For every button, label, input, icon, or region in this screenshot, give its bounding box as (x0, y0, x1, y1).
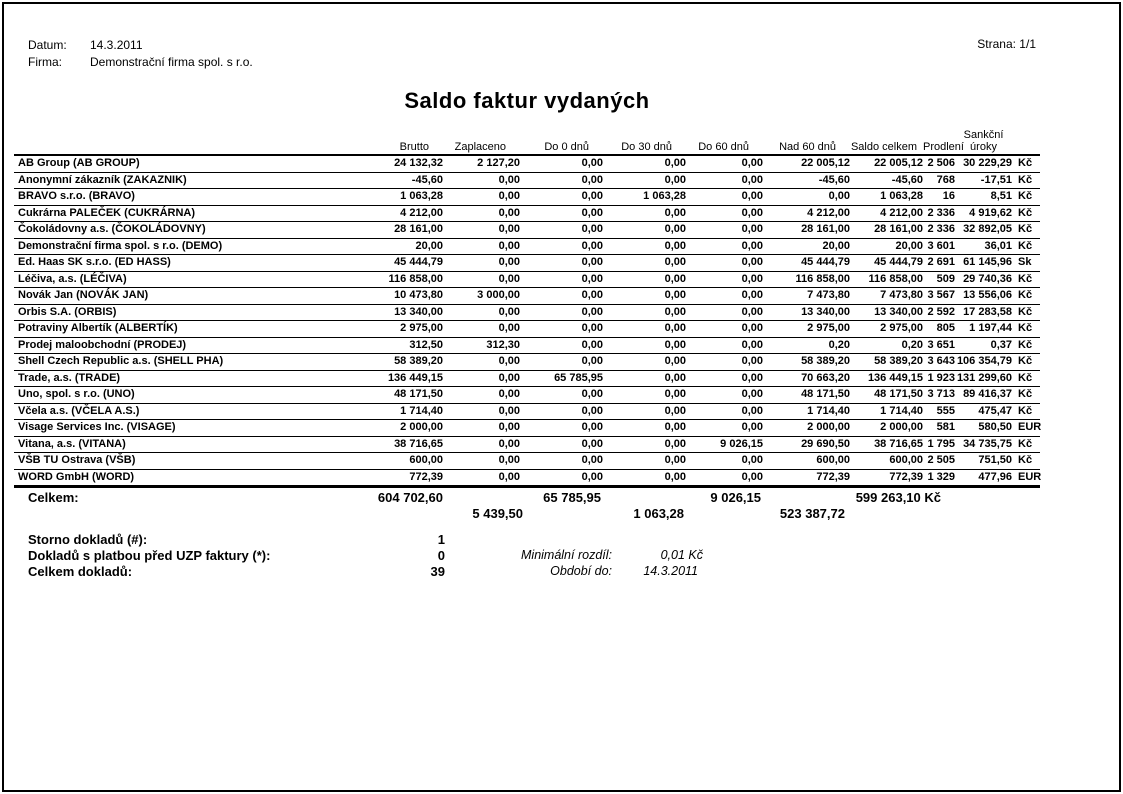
do0-cell: 0,00 (520, 304, 603, 321)
do0-cell: 0,00 (520, 189, 603, 206)
header-do0: Do 0 dnů (520, 122, 603, 155)
total-brutto: 604 702,60 (377, 490, 443, 505)
table-body (14, 155, 1040, 487)
sankcni-uroky-cell: 32 892,05 (955, 222, 1012, 239)
do0-cell: 0,00 (520, 403, 603, 420)
saldo-celkem-cell: 7 473,80 (850, 288, 923, 305)
customer-name-cell: Potraviny Albertík (ALBERTÍK) (14, 321, 370, 338)
nad60-cell: 22 005,12 (763, 155, 850, 172)
do60-cell: 9 026,15 (686, 436, 763, 453)
do0-cell: 0,00 (520, 387, 603, 404)
sankcni-uroky-cell: 61 145,96 (955, 255, 1012, 272)
header-nad60: Nad 60 dnů (763, 122, 850, 155)
brutto-cell: 2 975,00 (370, 321, 443, 338)
do30-cell: 0,00 (603, 255, 686, 272)
zaplaceno-cell: 0,00 (443, 354, 520, 371)
obdobi-do-value: 14.3.2011 (643, 564, 698, 578)
prodleni-cell: 2 592 (923, 304, 955, 321)
table-row (14, 304, 1040, 321)
do60-cell: 0,00 (686, 238, 763, 255)
firma-label: Firma: (28, 55, 62, 69)
report-page (2, 2, 1121, 792)
header-prodleni: Prodlení (923, 122, 955, 155)
currency-cell: Kč (1012, 370, 1040, 387)
currency-cell: Kč (1012, 453, 1040, 470)
prodleni-cell: 2 336 (923, 222, 955, 239)
sankcni-uroky-cell: 17 283,58 (955, 304, 1012, 321)
currency-cell: Kč (1012, 288, 1040, 305)
nad60-cell: 29 690,50 (763, 436, 850, 453)
sankcni-uroky-cell: 4 919,62 (955, 205, 1012, 222)
do60-cell: 0,00 (686, 155, 763, 172)
zaplaceno-cell: 0,00 (443, 255, 520, 272)
sankcni-uroky-cell: 580,50 (955, 420, 1012, 437)
do60-cell: 0,00 (686, 337, 763, 354)
do30-cell: 0,00 (603, 238, 686, 255)
total-do60: 9 026,15 (710, 490, 761, 505)
brutto-cell: 4 212,00 (370, 205, 443, 222)
do30-cell: 1 063,28 (603, 189, 686, 206)
zaplaceno-cell: 0,00 (443, 271, 520, 288)
prodleni-cell: 1 329 (923, 469, 955, 487)
table-header-row (14, 122, 1040, 155)
brutto-cell: 1 714,40 (370, 403, 443, 420)
nad60-cell: 45 444,79 (763, 255, 850, 272)
do60-cell: 0,00 (686, 271, 763, 288)
brutto-cell: -45,60 (370, 172, 443, 189)
zaplaceno-cell: 0,00 (443, 238, 520, 255)
do30-cell: 0,00 (603, 271, 686, 288)
zaplaceno-cell: 0,00 (443, 420, 520, 437)
table-row (14, 453, 1040, 470)
table-row (14, 255, 1040, 272)
uzp-value: 0 (437, 548, 445, 563)
prodleni-cell: 805 (923, 321, 955, 338)
do0-cell: 0,00 (520, 255, 603, 272)
summary-row-uzp (28, 548, 445, 563)
sankcni-uroky-cell: 1 197,44 (955, 321, 1012, 338)
zaplaceno-cell: 3 000,00 (443, 288, 520, 305)
do0-cell: 0,00 (520, 354, 603, 371)
nad60-cell: 1 714,40 (763, 403, 850, 420)
customer-name-cell: Visage Services Inc. (VISAGE) (14, 420, 370, 437)
total-do30: 1 063,28 (633, 506, 684, 521)
sankcni-uroky-cell: 29 740,36 (955, 271, 1012, 288)
do0-cell: 0,00 (520, 205, 603, 222)
do60-cell: 0,00 (686, 420, 763, 437)
currency-cell: Kč (1012, 387, 1040, 404)
saldo-celkem-cell: 48 171,50 (850, 387, 923, 404)
celkem-dokladu-value: 39 (430, 564, 445, 579)
storno-value: 1 (437, 532, 445, 547)
saldo-celkem-cell: 0,20 (850, 337, 923, 354)
nad60-cell: 20,00 (763, 238, 850, 255)
saldo-celkem-cell: 136 449,15 (850, 370, 923, 387)
prodleni-cell: 581 (923, 420, 955, 437)
sankcni-uroky-cell: 36,01 (955, 238, 1012, 255)
customer-name-cell: Novák Jan (NOVÁK JAN) (14, 288, 370, 305)
do60-cell: 0,00 (686, 222, 763, 239)
prodleni-cell: 3 643 (923, 354, 955, 371)
do0-cell: 0,00 (520, 453, 603, 470)
table-row (14, 172, 1040, 189)
header-mena (1012, 122, 1040, 155)
header-saldo-celkem: Saldo celkem (850, 122, 923, 155)
zaplaceno-cell: 0,00 (443, 469, 520, 487)
saldo-celkem-cell: 2 975,00 (850, 321, 923, 338)
customer-name-cell: AB Group (AB GROUP) (14, 155, 370, 172)
summary-row-storno (28, 532, 445, 547)
prodleni-cell: 1 923 (923, 370, 955, 387)
saldo-celkem-cell: 20,00 (850, 238, 923, 255)
min-rozdil-value: 0,01 Kč (660, 548, 703, 562)
table-row (14, 354, 1040, 371)
zaplaceno-cell: 0,00 (443, 370, 520, 387)
nad60-cell: 28 161,00 (763, 222, 850, 239)
nad60-cell: 116 858,00 (763, 271, 850, 288)
zaplaceno-cell: 0,00 (443, 321, 520, 338)
datum-value: 14.3.2011 (90, 38, 143, 52)
table-row (14, 288, 1040, 305)
totals-label: Celkem: (28, 490, 79, 505)
currency-cell: Kč (1012, 337, 1040, 354)
zaplaceno-cell: 312,30 (443, 337, 520, 354)
do30-cell: 0,00 (603, 172, 686, 189)
table-row (14, 321, 1040, 338)
brutto-cell: 136 449,15 (370, 370, 443, 387)
prodleni-cell: 3 713 (923, 387, 955, 404)
currency-cell: Kč (1012, 222, 1040, 239)
brutto-cell: 58 389,20 (370, 354, 443, 371)
do30-cell: 0,00 (603, 453, 686, 470)
table-row (14, 469, 1040, 487)
header-zaplaceno: Zaplaceno (443, 122, 520, 155)
do0-cell: 0,00 (520, 288, 603, 305)
nad60-cell: -45,60 (763, 172, 850, 189)
table-row (14, 238, 1040, 255)
table-row (14, 436, 1040, 453)
do0-cell: 65 785,95 (520, 370, 603, 387)
nad60-cell: 2 000,00 (763, 420, 850, 437)
do30-cell: 0,00 (603, 155, 686, 172)
customer-name-cell: Cukrárna PALEČEK (CUKRÁRNA) (14, 205, 370, 222)
saldo-celkem-cell: 600,00 (850, 453, 923, 470)
do0-cell: 0,00 (520, 436, 603, 453)
saldo-celkem-cell: 58 389,20 (850, 354, 923, 371)
brutto-cell: 10 473,80 (370, 288, 443, 305)
prodleni-cell: 2 506 (923, 155, 955, 172)
zaplaceno-cell: 0,00 (443, 189, 520, 206)
currency-cell: Kč (1012, 354, 1040, 371)
do30-cell: 0,00 (603, 436, 686, 453)
table-row (14, 420, 1040, 437)
prodleni-cell: 555 (923, 403, 955, 420)
do60-cell: 0,00 (686, 321, 763, 338)
prodleni-cell: 768 (923, 172, 955, 189)
saldo-celkem-cell: 28 161,00 (850, 222, 923, 239)
currency-cell: Kč (1012, 304, 1040, 321)
saldo-celkem-cell: 13 340,00 (850, 304, 923, 321)
header-do30: Do 30 dnů (603, 122, 686, 155)
do60-cell: 0,00 (686, 453, 763, 470)
prodleni-cell: 3 651 (923, 337, 955, 354)
header-name (14, 122, 370, 155)
report-meta (28, 37, 253, 71)
table-row (14, 189, 1040, 206)
sankcni-uroky-cell: -17,51 (955, 172, 1012, 189)
prodleni-cell: 2 336 (923, 205, 955, 222)
customer-name-cell: Ed. Haas SK s.r.o. (ED HASS) (14, 255, 370, 272)
brutto-cell: 600,00 (370, 453, 443, 470)
do0-cell: 0,00 (520, 271, 603, 288)
do30-cell: 0,00 (603, 321, 686, 338)
currency-cell: Kč (1012, 271, 1040, 288)
total-saldo-celkem: 599 263,10 Kč (855, 490, 941, 505)
prodleni-cell: 2 691 (923, 255, 955, 272)
header-sankcni-line1: Sankční (963, 129, 1004, 141)
saldo-celkem-cell: 22 005,12 (850, 155, 923, 172)
celkem-dokladu-label: Celkem dokladů: (28, 564, 133, 579)
table-row (14, 337, 1040, 354)
brutto-cell: 24 132,32 (370, 155, 443, 172)
header-sankcni-line2: úroky (970, 141, 997, 153)
saldo-celkem-cell: 772,39 (850, 469, 923, 487)
brutto-cell: 38 716,65 (370, 436, 443, 453)
sankcni-uroky-cell: 34 735,75 (955, 436, 1012, 453)
prodleni-cell: 3 601 (923, 238, 955, 255)
nad60-cell: 600,00 (763, 453, 850, 470)
do60-cell: 0,00 (686, 189, 763, 206)
nad60-cell: 0,00 (763, 189, 850, 206)
zaplaceno-cell: 2 127,20 (443, 155, 520, 172)
do60-cell: 0,00 (686, 304, 763, 321)
prodleni-cell: 1 795 (923, 436, 955, 453)
obdobi-do-label: Období do: (550, 564, 612, 578)
do30-cell: 0,00 (603, 304, 686, 321)
prodleni-cell: 16 (923, 189, 955, 206)
brutto-cell: 13 340,00 (370, 304, 443, 321)
header-do60: Do 60 dnů (686, 122, 763, 155)
nad60-cell: 4 212,00 (763, 205, 850, 222)
min-rozdil-label: Minimální rozdíl: (521, 548, 612, 562)
nad60-cell: 7 473,80 (763, 288, 850, 305)
do30-cell: 0,00 (603, 337, 686, 354)
nad60-cell: 2 975,00 (763, 321, 850, 338)
do30-cell: 0,00 (603, 403, 686, 420)
customer-name-cell: Vitana, a.s. (VITANA) (14, 436, 370, 453)
currency-cell: Kč (1012, 403, 1040, 420)
sankcni-uroky-cell: 89 416,37 (955, 387, 1012, 404)
currency-cell: EUR (1012, 469, 1040, 487)
do30-cell: 0,00 (603, 222, 686, 239)
table-row (14, 222, 1040, 239)
do0-cell: 0,00 (520, 155, 603, 172)
zaplaceno-cell: 0,00 (443, 172, 520, 189)
brutto-cell: 116 858,00 (370, 271, 443, 288)
total-do0: 65 785,95 (543, 490, 601, 505)
nad60-cell: 13 340,00 (763, 304, 850, 321)
sankcni-uroky-cell: 106 354,79 (955, 354, 1012, 371)
sankcni-uroky-cell: 477,96 (955, 469, 1012, 487)
do60-cell: 0,00 (686, 288, 763, 305)
do0-cell: 0,00 (520, 337, 603, 354)
do30-cell: 0,00 (603, 354, 686, 371)
do30-cell: 0,00 (603, 469, 686, 487)
do0-cell: 0,00 (520, 321, 603, 338)
brutto-cell: 28 161,00 (370, 222, 443, 239)
do0-cell: 0,00 (520, 469, 603, 487)
do60-cell: 0,00 (686, 387, 763, 404)
brutto-cell: 2 000,00 (370, 420, 443, 437)
do60-cell: 0,00 (686, 354, 763, 371)
table-row (14, 370, 1040, 387)
zaplaceno-cell: 0,00 (443, 205, 520, 222)
do30-cell: 0,00 (603, 205, 686, 222)
do30-cell: 0,00 (603, 420, 686, 437)
sankcni-uroky-cell: 0,37 (955, 337, 1012, 354)
customer-name-cell: Trade, a.s. (TRADE) (14, 370, 370, 387)
do60-cell: 0,00 (686, 370, 763, 387)
currency-cell: Kč (1012, 155, 1040, 172)
do60-cell: 0,00 (686, 172, 763, 189)
currency-cell: Kč (1012, 172, 1040, 189)
page-number: Strana: 1/1 (977, 37, 1036, 51)
nad60-cell: 48 171,50 (763, 387, 850, 404)
brutto-cell: 772,39 (370, 469, 443, 487)
zaplaceno-cell: 0,00 (443, 222, 520, 239)
do0-cell: 0,00 (520, 238, 603, 255)
nad60-cell: 0,20 (763, 337, 850, 354)
currency-cell: EUR (1012, 420, 1040, 437)
meta-row-datum (28, 37, 253, 54)
currency-cell: Kč (1012, 205, 1040, 222)
sankcni-uroky-cell: 8,51 (955, 189, 1012, 206)
do0-cell: 0,00 (520, 420, 603, 437)
zaplaceno-cell: 0,00 (443, 403, 520, 420)
nad60-cell: 70 663,20 (763, 370, 850, 387)
brutto-cell: 20,00 (370, 238, 443, 255)
customer-name-cell: WORD GmbH (WORD) (14, 469, 370, 487)
do30-cell: 0,00 (603, 387, 686, 404)
customer-name-cell: BRAVO s.r.o. (BRAVO) (14, 189, 370, 206)
prodleni-cell: 3 567 (923, 288, 955, 305)
uzp-label: Dokladů s platbou před UZP faktury (*): (28, 548, 271, 563)
currency-cell: Kč (1012, 238, 1040, 255)
brutto-cell: 312,50 (370, 337, 443, 354)
table-header (14, 122, 1040, 155)
do60-cell: 0,00 (686, 403, 763, 420)
currency-cell: Kč (1012, 189, 1040, 206)
total-nad60: 523 387,72 (779, 506, 845, 521)
invoice-balance-table (14, 122, 1040, 488)
saldo-celkem-cell: 4 212,00 (850, 205, 923, 222)
nad60-cell: 58 389,20 (763, 354, 850, 371)
table-row (14, 155, 1040, 172)
table-row (14, 403, 1040, 420)
brutto-cell: 1 063,28 (370, 189, 443, 206)
zaplaceno-cell: 0,00 (443, 304, 520, 321)
currency-cell: Sk (1012, 255, 1040, 272)
sankcni-uroky-cell: 751,50 (955, 453, 1012, 470)
table-row (14, 387, 1040, 404)
do30-cell: 0,00 (603, 370, 686, 387)
customer-name-cell: Orbis S.A. (ORBIS) (14, 304, 370, 321)
do60-cell: 0,00 (686, 205, 763, 222)
firma-value: Demonstrační firma spol. s r.o. (90, 55, 253, 69)
sankcni-uroky-cell: 13 556,06 (955, 288, 1012, 305)
saldo-celkem-cell: 38 716,65 (850, 436, 923, 453)
datum-label: Datum: (28, 38, 67, 52)
currency-cell: Kč (1012, 321, 1040, 338)
prodleni-cell: 509 (923, 271, 955, 288)
sankcni-uroky-cell: 30 229,29 (955, 155, 1012, 172)
sankcni-uroky-cell: 131 299,60 (955, 370, 1012, 387)
customer-name-cell: Anonymní zákazník (ZAKAZNIK) (14, 172, 370, 189)
saldo-celkem-cell: 1 063,28 (850, 189, 923, 206)
do60-cell: 0,00 (686, 255, 763, 272)
do60-cell: 0,00 (686, 469, 763, 487)
table-row (14, 271, 1040, 288)
zaplaceno-cell: 0,00 (443, 387, 520, 404)
do0-cell: 0,00 (520, 222, 603, 239)
customer-name-cell: Včela a.s. (VČELA A.S.) (14, 403, 370, 420)
saldo-celkem-cell: 45 444,79 (850, 255, 923, 272)
meta-row-firma (28, 54, 253, 71)
nad60-cell: 772,39 (763, 469, 850, 487)
do0-cell: 0,00 (520, 172, 603, 189)
total-zaplaceno: 5 439,50 (472, 506, 523, 521)
customer-name-cell: Léčiva, a.s. (LÉČIVA) (14, 271, 370, 288)
customer-name-cell: Shell Czech Republic a.s. (SHELL PHA) (14, 354, 370, 371)
customer-name-cell: Čokoládovny a.s. (ČOKOLÁDOVNY) (14, 222, 370, 239)
header-brutto: Brutto (370, 122, 443, 155)
storno-label: Storno dokladů (#): (28, 532, 148, 547)
do30-cell: 0,00 (603, 288, 686, 305)
saldo-celkem-cell: 1 714,40 (850, 403, 923, 420)
prodleni-cell: 2 505 (923, 453, 955, 470)
customer-name-cell: Prodej maloobchodní (PRODEJ) (14, 337, 370, 354)
zaplaceno-cell: 0,00 (443, 436, 520, 453)
brutto-cell: 45 444,79 (370, 255, 443, 272)
table-row (14, 205, 1040, 222)
customer-name-cell: Uno, spol. s r.o. (UNO) (14, 387, 370, 404)
customer-name-cell: Demonstrační firma spol. s r.o. (DEMO) (14, 238, 370, 255)
sankcni-uroky-cell: 475,47 (955, 403, 1012, 420)
currency-cell: Kč (1012, 436, 1040, 453)
brutto-cell: 48 171,50 (370, 387, 443, 404)
saldo-celkem-cell: 116 858,00 (850, 271, 923, 288)
summary-row-celkem-dokladu (28, 564, 445, 579)
report-title: Saldo faktur vydaných (404, 88, 650, 113)
zaplaceno-cell: 0,00 (443, 453, 520, 470)
customer-name-cell: VŠB TU Ostrava (VŠB) (14, 453, 370, 470)
saldo-celkem-cell: 2 000,00 (850, 420, 923, 437)
saldo-celkem-cell: -45,60 (850, 172, 923, 189)
